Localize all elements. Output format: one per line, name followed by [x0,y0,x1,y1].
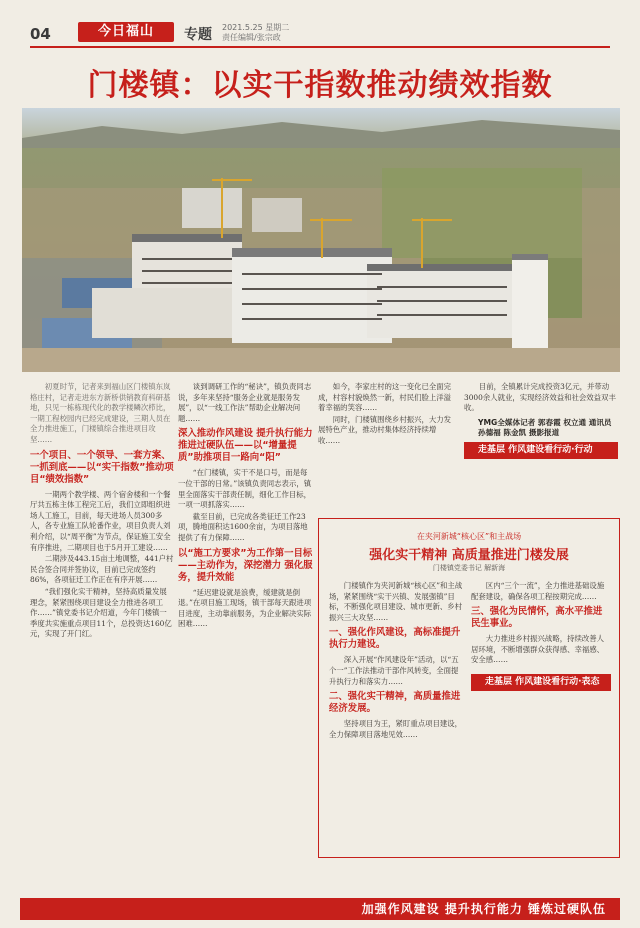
subheading-3: 以“施工方要求”为工作第一目标——主动作为，深挖潜力 强化服务，提升效能 [178,547,313,583]
column-3-paragraph: 如今，李家庄村的这一变化已全面完成，村容村貌焕然一新，村民们脸上洋溢着幸福的笑容…… [318,382,452,413]
sidebar-subheading: 三、强化为民情怀，高水平推进民生事业。 [471,606,603,630]
column-2-paragraph: 截至目前，已完成各类征迁工作23项，腾地面积达1600余亩，为项目落地提供了有力保障…… [178,511,308,542]
subheading-2: 深入推动作风建设 提升执行能力推进过硬队伍——以“增量提质”助推项目一路向“阳” [178,428,313,464]
column-1-paragraph: 二期涉及443.15亩土地调整，441户村民合签合同并签协议，目前已完成签约86%，各项征迁工作正在有序开展…… [30,554,174,585]
intro-paragraph: 初夏时节，记者来到福山区门楼镇东岚格庄村，记者走进东方新桥供销教育科研基地，只见一栋栋现代化的教学楼鳞次栉比，一期工程校园内已经完成建设，三期人员在全力推进施工，门楼镇综合推进项目攻坚…… [30,382,171,444]
section-badge-1: 走基层 作风建设看行动·行动 [464,442,618,459]
aerial-photo [22,108,620,372]
sidebar-subheading: 二、强化实干精神，高质量推进经济发展。 [329,691,461,715]
sidebar-title: 强化实干精神 高质量推进门楼发展 [369,548,569,563]
column-2-paragraph: “在门楼镇，实干不是口号，而是每一位干部的日常。”该镇负责同志表示，镇里全面落实干部责任制，细化工作目标，一项一项抓落实…… [178,468,312,510]
section-name: 专题 [184,27,212,43]
article-column-2 [178,382,314,631]
editor-line: 责任编辑/张宗政 [222,33,281,42]
column-2-paragraph: “延迟建设就是浪费，缓建就是倒退。”在项目施工现场，镇干部每天跟进项目进度，主动靠前服务，为企业解决实际困难…… [178,587,312,629]
article-column-1 [30,382,174,641]
section-badge-2: 走基层 作风建设看行动·表态 [471,674,611,691]
main-headline: 门楼镇：以实干指数推动绩效指数 [87,68,553,103]
column-1-paragraph: 一期两个教学楼、两个宿舍楼和一个餐厅共五栋主体工程完工后，我们立即组织进场人工施工，目前，每天进场人员300多人，各专业施工队轮番作业，项目负责人刘利介绍，以“周平衡”为节点，保证施工安全有序推进，二期项目也于5月开工建设…… [30,489,171,552]
header-rule [30,46,610,48]
page-header [0,0,640,44]
sidebar-paragraph: 区内“三个一流”，全力推进基础设施配套建设，确保各项工程按期完成…… [471,581,605,601]
newspaper-masthead: 今日福山 [78,22,174,42]
column-2-paragraph: 谈到调研工作的“秘诀”，镇负责同志说，多年来坚持“服务企业就是服务发展”，以“一线工作法”帮助企业解决问题…… [178,382,312,423]
article-column-4 [464,382,618,459]
sidebar-left-column [329,581,465,741]
sidebar-paragraph: 坚持项目为王，紧盯重点项目建设，全力保障项目落地见效…… [329,719,463,739]
page-number: 04 [30,25,51,43]
article-column-3 [318,382,458,448]
sidebar-paragraph: 大力推进乡村振兴战略，持续改善人居环境，不断增强群众获得感、幸福感、安全感…… [471,634,605,665]
sidebar-kicker: 在夹河新城“核心区”和主战场 [416,532,522,541]
sidebar-byline: 门楼镇党委书记 解新海 [432,564,506,572]
sidebar-paragraph: 门楼镇作为夹河新城“核心区”和主战场，紧紧围绕“实干兴镇、发展强镇”目标，不断强化项目建设、城市更新、乡村振兴三大攻坚…… [329,581,463,622]
footer-banner: 加强作风建设 提升执行能力 锤炼过硬队伍 [20,898,620,920]
sidebar-paragraph: 深入开展“作风建设年”活动，以“五个一”工作法推动干部作风转变，全面提升执行力和落实力…… [329,655,459,686]
column-1-paragraph: “我们强化实干精神，坚持高质量发展理念，紧紧围绕项目建设全力推进各项工作……”镇党委书记介绍道，今年门楼镇一季度共实施重点项目11个，总投资达160亿元，实现了开门红。 [30,586,172,639]
column-4-paragraph: 目前，全镇累计完成投资3亿元，并带动3000余人就业，实现经济效益和社会效益双丰收。 [464,382,616,413]
column-3-paragraph: 同时，门楼镇围绕乡村振兴，大力发展特色产业，推动村集体经济持续增收…… [318,414,452,445]
date-line: 2021.5.25 星期二 [222,23,290,32]
reporter-credit: YMG全媒体记者 郭春霞 权立通 通讯员 孙德福 陈金凯 摄影报道 [478,417,612,437]
sidebar-subheading: 一、强化作风建设，高标准提升执行力建设。 [329,627,461,651]
sidebar-story [318,518,620,858]
sidebar-right-column [471,581,611,691]
issue-meta [222,23,289,43]
subheading-1: 一个项目、一个领导、一套方案、一抓到底——以“实干指数”推动项目“绩效指数” [30,449,174,485]
